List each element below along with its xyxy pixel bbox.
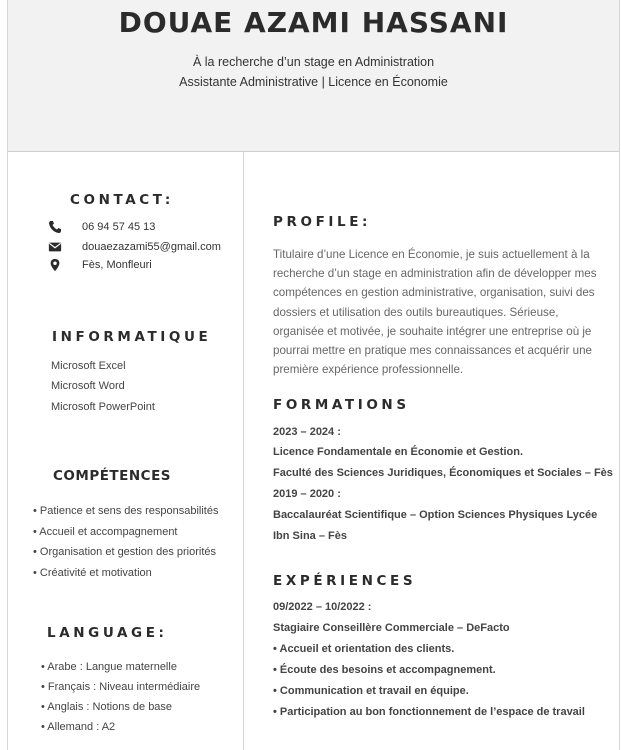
profile-line: pourrai mettre en pratique mes connaissances et acquérir une [273, 344, 593, 358]
experience-line: • Participation au bon fonctionnement de l’espace de travail [273, 706, 585, 718]
formation-date: 2019 – 2020 : [273, 488, 341, 500]
contact-location-text: Fès, Monfleuri [82, 259, 152, 271]
experience-date: 09/2022 – 10/2022 : [273, 601, 372, 613]
formation-date: 2023 – 2024 : [273, 426, 341, 438]
subtitle-objective: À la recherche d’un stage en Administration [192, 55, 435, 69]
profile-line: première expérience professionnelle. [273, 363, 464, 377]
formation-line: Baccalauréat Scientifique – Option Sciences Physiques Lycée [273, 509, 598, 521]
contact-phone-text: 06 94 57 45 13 [82, 221, 156, 233]
formation-line: Faculté des Sciences Juridiques, Économiques et Sociales – Fès [273, 467, 613, 479]
column-divider [243, 152, 244, 750]
candidate-name: DOUAE AZAMI HASSANI [118, 6, 509, 39]
envelope-icon [48, 240, 62, 254]
experience-line: Stagiaire Conseillère Commerciale – DeFacto [273, 622, 510, 634]
contact-email-text: douaezazami55@gmail.com [82, 241, 221, 253]
phone-icon [48, 220, 62, 234]
competence-item: • Patience et sens des responsabilités [33, 505, 219, 517]
language-item: • Anglais : Notions de base [41, 701, 173, 713]
informatique-item: Microsoft Word [51, 380, 125, 392]
competences-title: COMPÉTENCES [53, 468, 172, 484]
experience-line: • Communication et travail en équipe. [273, 685, 469, 697]
profile-line: dossiers et utilisation des outils bureautiques. Sérieuse, [273, 305, 559, 319]
formation-line: Licence Fondamentale en Économie et Gestion. [273, 446, 524, 458]
contact-title: CONTACT: [70, 192, 174, 208]
subtitle-role: Assistante Administrative | Licence en Économie [179, 75, 448, 89]
profile-line: organisée et motivée, je souhaite intégrer une entreprise où je [273, 324, 592, 338]
map-pin-icon [48, 258, 62, 272]
header [8, 0, 619, 152]
competence-item: • Accueil et accompagnement [33, 526, 178, 538]
language-title: LANGUAGE: [47, 625, 168, 641]
profile-line: Titulaire d’une Licence en Économie, je suis actuellement à la [273, 248, 590, 261]
competence-item: • Organisation et gestion des priorités [33, 546, 217, 558]
cv-page [7, 0, 620, 750]
profile-text [273, 245, 603, 379]
informatique-title: INFORMATIQUE [52, 329, 212, 345]
experience-line: • Écoute des besoins et accompagnement. [273, 664, 496, 676]
language-item: • Allemand : A2 [41, 721, 116, 733]
profile-line: recherche d’un stage en administration afin de développer mes [273, 267, 597, 281]
contact-email [48, 240, 221, 254]
contact-location [48, 258, 152, 272]
formation-line: Ibn Sina – Fès [273, 530, 347, 542]
contact-phone [48, 220, 155, 234]
language-item: • Arabe : Langue maternelle [41, 661, 177, 673]
profile-line: compétences en gestion administrative, organisation, suivi des [273, 286, 595, 300]
informatique-item: Microsoft Excel [51, 360, 126, 372]
profile-title: PROFILE: [273, 214, 372, 230]
experience-line: • Accueil et orientation des clients. [273, 643, 455, 655]
competence-item: • Créativité et motivation [33, 567, 152, 579]
language-item: • Français : Niveau intermédiaire [41, 681, 201, 693]
formations-title: FORMATIONS [273, 397, 410, 413]
experiences-title: EXPÉRIENCES [273, 573, 417, 589]
informatique-item: Microsoft PowerPoint [51, 401, 155, 413]
